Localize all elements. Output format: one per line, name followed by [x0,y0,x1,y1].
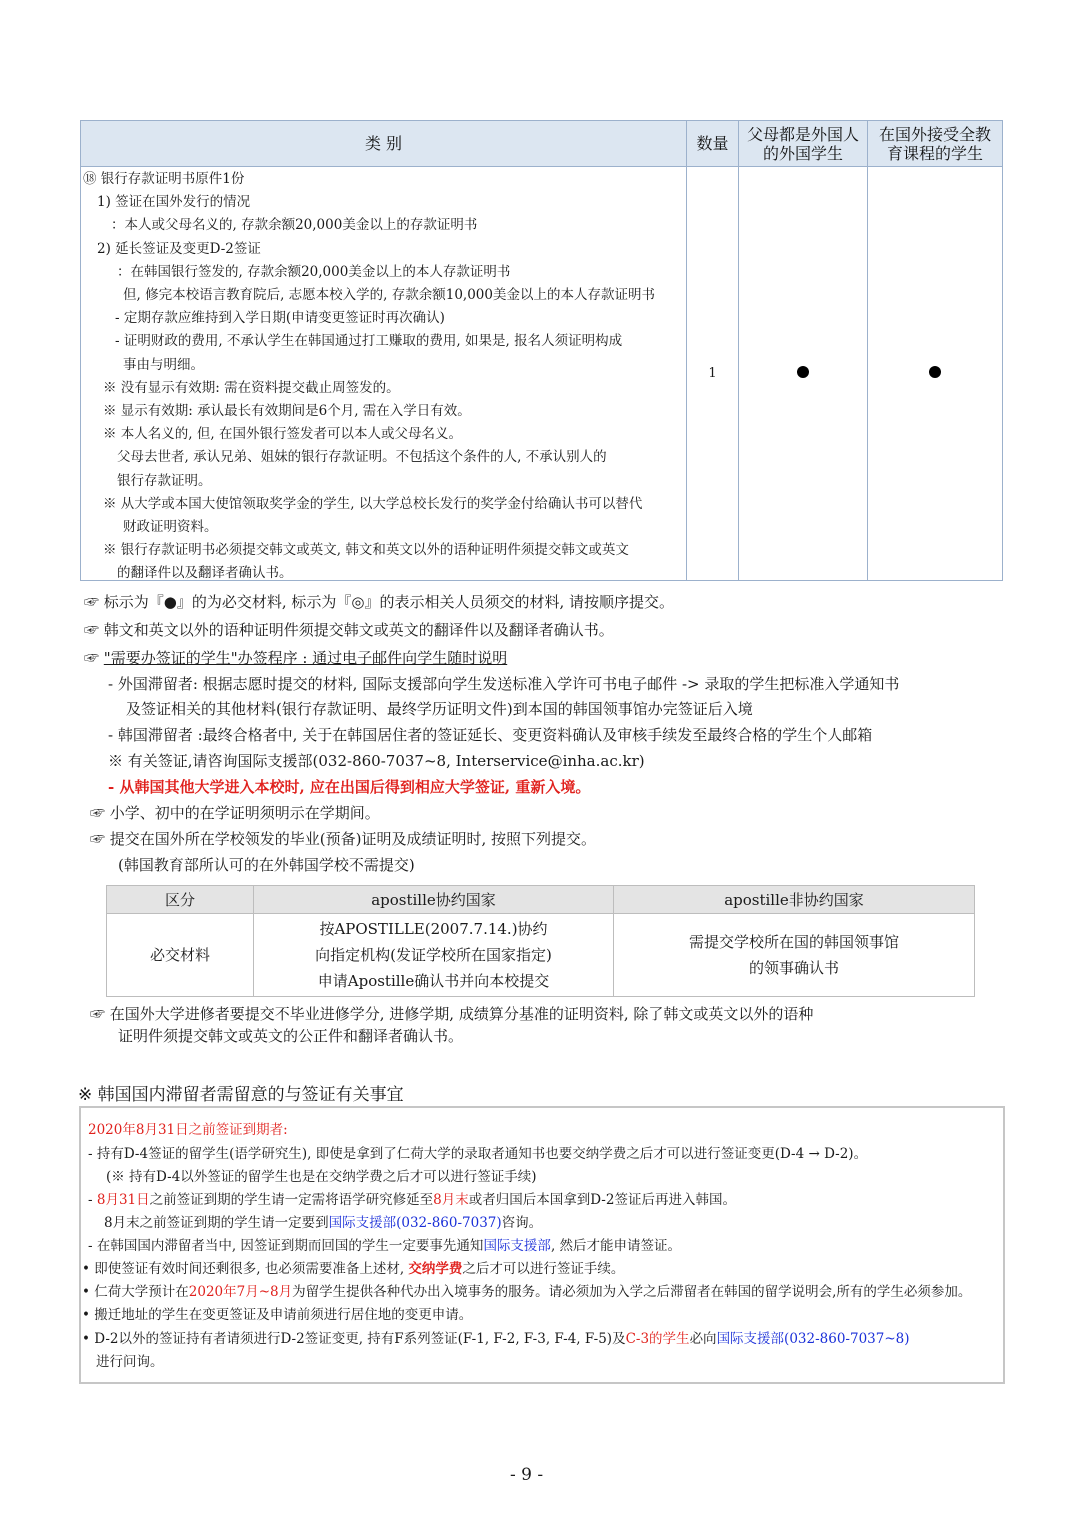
bank-certificate-line: ※ 本人名义的, 但, 在国外银行签发者可以本人或父母名义。 [103,426,462,443]
page-number: - 9 - [510,1465,544,1485]
header-category: 类 别 [81,121,687,167]
header-overseas-line2: 育课程的学生 [886,143,983,163]
box-line-return [88,1237,681,1255]
box-text: 8月末之前签证到期的学生请一定要到 [104,1215,329,1231]
bank-certificate-line: 父母去世者, 承认兄弟、姐妹的银行存款证明。不包括这个条件的人, 不承认别人的 [117,449,607,466]
note-foreign-resident-2: 及签证相关的其他材料(银行存款证明、最终学历证明文件)到本国的韩国领事馆办完签证后入境 [126,700,753,718]
box-line-inquire: 进行问询。 [96,1354,164,1370]
note-required-marks: ☞ 标示为『●』的为必交材料, 标示为『◎』的表示相关人员须交的材料, 请按顺序提交。 [84,593,675,611]
box-highlight-tuition: 交纳学费 [408,1261,463,1277]
box-highlight-office: 国际支援部(032-860-7037~8) [716,1331,910,1347]
box-text: • 即使签证有效时间还剩很多, 也必须需要准备上述材, [82,1261,409,1277]
note-korean-schools: (韩国教育部所认可的在外韩国学校不需提交) [118,856,415,874]
note-contact: ※ 有关签证,请咨询国际支援部(032-860-7037~8, Interservice@inha.ac.kr) [108,752,645,770]
box-text: 为留学生提供各种代办出入境事务的服务。请必须加为入学之后滞留者在韩国的留学说明会,所有的学生必须参加。 [292,1284,972,1300]
apostille-member-line: 申请Apostille确认书并向本校提交 [317,972,550,990]
box-text: - [88,1192,97,1208]
table-row [107,914,975,997]
bank-certificate-line: 的翻译件以及翻译者确认书。 [117,565,293,582]
box-line-d4-note: (※ 持有D-4以外签证的留学生也是在交纳学费之后才可以进行签证手续) [106,1169,537,1185]
box-text: 咨询。 [501,1215,543,1231]
overseas-cell [868,167,1003,581]
box-highlight-c3: C-3的学生 [625,1331,690,1347]
bank-certificate-line: 1) 签证在国外发行的情况 [97,194,251,211]
header-foreign-parents-line2: 的外国学生 [762,143,843,163]
header-foreign-parents [739,121,868,167]
box-deadline-heading: 2020年8月31日之前签证到期者: [88,1122,288,1138]
bank-certificate-line: ⑱ 银行存款证明书原件1份 [83,171,245,187]
box-line-tuition [82,1260,624,1278]
apostille-header-nonmember: apostille非协约国家 [614,886,975,914]
header-overseas-line1: 在国外接受全教 [878,124,991,144]
header-quantity: 数量 [687,121,739,167]
box-text: - 在韩国国内滞留者当中, 因签证到期而回国的学生一定要事先通知 [88,1238,484,1254]
box-text: • D-2以外的签证持有者请须进行D-2签证变更, 持有F系列签证(F-1, F-2, F-3, F-4, F-5)及 [82,1331,626,1347]
box-highlight-office: 国际支援部(032-860-7037) [328,1215,502,1231]
bank-certificate-line: ：本人或父母名义的, 存款余额20,000美金以上的存款证明书 [111,217,478,234]
box-text: , 然后才能申请签证。 [550,1238,682,1254]
box-text: • 仁荷大学预计在 [82,1284,189,1300]
bank-certificate-line: 2) 延长签证及变更D-2签证 [97,240,261,257]
table-row [81,167,1003,581]
bank-certificate-line: ※ 银行存款证明书必须提交韩文或英文, 韩文和英文以外的语种证明件须提交韩文或英文 [103,542,629,559]
visa-procedure-text: "需要办签证的学生"办签程序 : 通过电子邮件向学生随时说明 [103,649,508,667]
apostille-row-label: 必交材料 [107,914,254,997]
bank-certificate-line: 财政证明资料。 [123,519,218,535]
box-line-consult [104,1214,542,1232]
apostille-nonmember-line: 的领事确认书 [748,959,839,977]
apostille-member-line: 按APOSTILLE(2007.7.14.)协约 [319,920,548,938]
note-transfer-warning: - 从韩国其他大学进入本校时, 应在出国后得到相应大学签证, 重新入境。 [108,778,591,796]
apostille-header-member: apostille协约国家 [254,886,614,914]
note-translation: ☞ 韩文和英文以外的语种证明件须提交韩文或英文的翻译件以及翻译者确认书。 [84,621,614,639]
apostille-nonmember-cell [614,914,975,997]
bank-certificate-lines [81,167,686,580]
apostille-header-row [107,886,975,914]
bank-certificate-line: - 证明财政的费用, 不承认学生在韩国通过打工赚取的费用, 如果是, 报名人须证明构成 [115,333,623,350]
apostille-member-line: 向指定机构(发证学校所在国家指定) [315,946,552,964]
bank-certificate-line: ※ 没有显示有效期: 需在资料提交截止周签发的。 [103,379,400,396]
note-exchange-credits-1: ☞ 在国外大学进修者要提交不毕业进修学分, 进修学期, 成绩算分基准的证明资料, 除了韩文或英文以外的语种 [90,1005,814,1023]
note-exchange-credits-2: 证明件须提交韩文或英文的公正件和翻译者确认书。 [118,1027,464,1045]
note-school-certificate: ☞ 小学、初中的在学证明须明示在学期间。 [90,804,380,822]
required-dot-icon [797,366,809,378]
box-highlight-date: 8月31日 [96,1192,150,1208]
box-text: 之前签证到期的学生请一定需将语学研究修延至 [149,1192,434,1208]
box-line-d2-change [82,1330,910,1348]
bank-certificate-line: - 定期存款应维持到入学日期(申请变更签证时再次确认) [115,310,445,327]
apostille-header-category: 区分 [107,886,254,914]
bank-certificate-line: 银行存款证明。 [117,472,212,489]
note-foreign-resident-1: - 外国滞留者: 根据志愿时提交的材料, 国际支援部向学生发送标准入学许可书电子邮件 -> 录取的学生把标准入学通知书 [108,675,900,693]
box-text: 或者归国后本国拿到D-2签证后再进入韩国。 [468,1192,736,1208]
box-line-service [82,1283,971,1301]
box-highlight-date: 8月末 [433,1192,469,1208]
apostille-member-cell [254,914,614,997]
bank-certificate-line: ※ 从大学或本国大使馆领取奖学金的学生, 以大学总校长发行的奖学金付给确认书可以替代 [103,495,643,512]
box-line-d4: - 持有D-4签证的留学生(语学研究生), 即使是拿到了仁荷大学的录取者通知书也要交纳学费之后才可以进行签证变更(D-4 → D-2)。 [88,1146,868,1162]
apostille-table [106,885,975,997]
note-visa-procedure [84,648,507,668]
bank-certificate-line: ：在韩国银行签发的, 存款余额20,000美金以上的本人存款证明书 [117,263,511,280]
box-text: 必向 [689,1331,717,1347]
box-text: 之后才可以进行签证手续。 [462,1261,625,1277]
apostille-nonmember-line: 需提交学校所在国的韩国领事馆 [688,933,899,951]
table-header-row [81,121,1003,167]
quantity-cell: 1 [687,167,739,581]
section-title: ※ 韩国国内滞留者需留意的与签证有关事宜 [78,1085,404,1105]
bank-certificate-line: 事由与明细。 [123,356,204,373]
foreign-parents-cell [739,167,868,581]
header-overseas [868,121,1003,167]
bank-certificate-line: 但, 修完本校语言教育院后, 志愿本校入学的, 存款余额10,000美金以上的本人存款证明书 [123,287,655,303]
header-foreign-parents-line1: 父母都是外国人 [746,124,859,144]
category-cell [81,167,687,581]
note-korea-resident: - 韩国滞留者 :最终合格者中, 关于在韩国居住者的签证延长、变更资料确认及审核手续发至最终合格的学生个人邮箱 [108,726,873,744]
box-highlight-office: 国际支援部 [483,1238,551,1254]
box-line-aug31 [88,1191,736,1209]
box-line-address: • 搬迁地址的学生在变更签证及申请前须进行居住地的变更申请。 [82,1307,473,1323]
bank-certificate-line: ※ 显示有效期: 承认最长有效期间是6个月, 需在入学日有效。 [103,403,471,419]
pointer-icon: ☞ [84,649,100,667]
box-highlight-date: 2020年7月~8月 [188,1284,293,1300]
note-graduation-certificate: ☞ 提交在国外所在学校领发的毕业(预备)证明及成绩证明时, 按照下列提交。 [90,830,597,848]
required-dot-icon [929,366,941,378]
requirements-table [80,120,1003,581]
